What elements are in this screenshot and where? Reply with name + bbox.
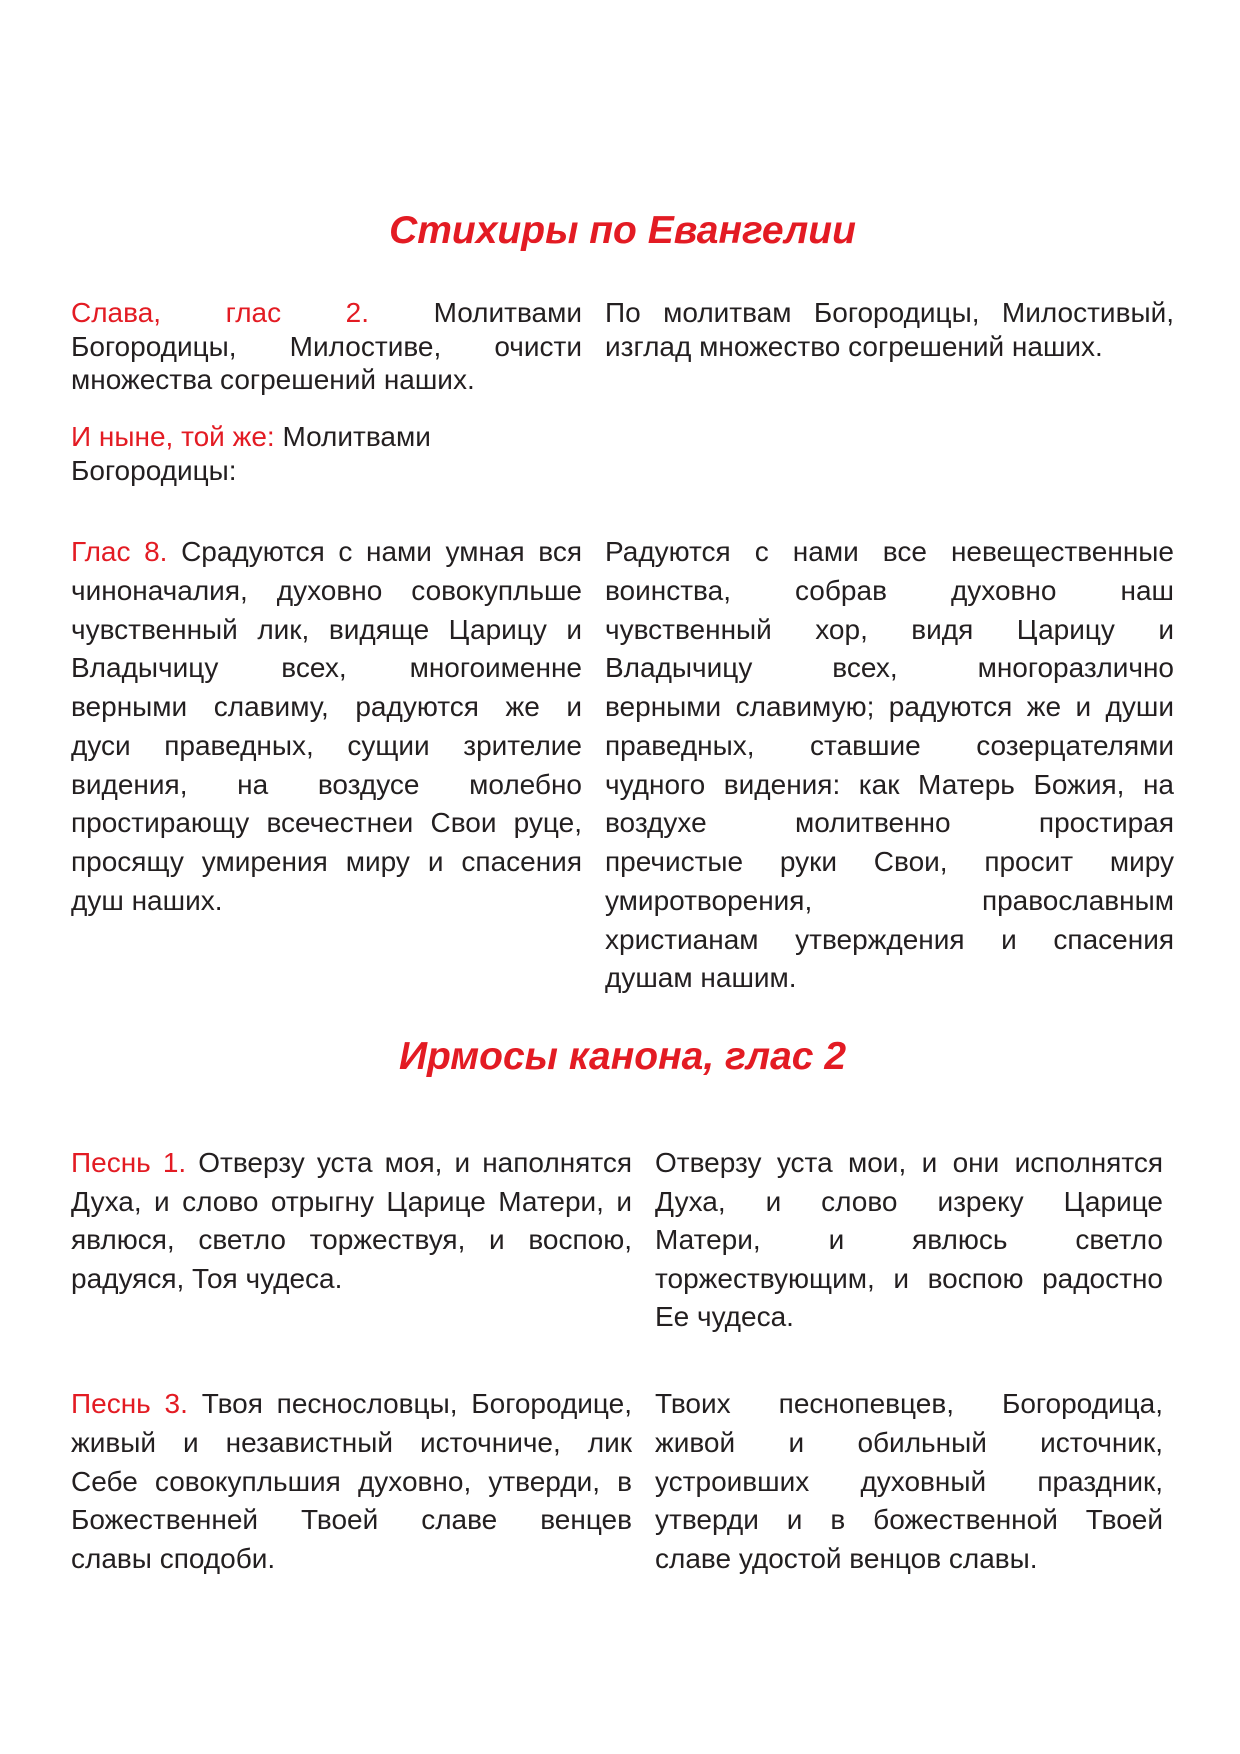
paragraph	[71, 1144, 632, 1298]
slavonic-text-column	[71, 296, 582, 488]
slavonic-text-column	[71, 533, 582, 921]
text-line: пречистые руки Свои, просит миру	[605, 846, 1174, 877]
text-line: Отверзу уста мои, и они исполнятся	[655, 1147, 1163, 1178]
paragraph	[71, 1385, 632, 1579]
text-line	[71, 1385, 632, 1424]
text-line: торжествующим, и воспою радостно	[655, 1262, 1163, 1294]
paragraph	[71, 533, 582, 921]
russian-text-column	[605, 533, 1174, 998]
paragraph	[605, 296, 1174, 363]
rubric-label: Песнь 3.	[71, 1388, 188, 1419]
section-title: Ирмосы канона, глас 2	[398, 1035, 847, 1078]
text-line: радуяся, Тоя чудеса.	[71, 1262, 343, 1294]
russian-text-column	[605, 296, 1174, 363]
rubric-label: Слава, глас 2.	[71, 297, 370, 328]
text-line: утверди и в божественной Твоей	[655, 1504, 1163, 1536]
section-title: Стихиры по Евангелии	[389, 209, 856, 252]
slavonic-text-column	[71, 1144, 632, 1298]
text-line: дуси праведных, сущии зрителие	[71, 729, 582, 761]
text-line: славе удостой венцов славы.	[655, 1543, 1038, 1574]
rubric-label: И ныне, той же:	[71, 421, 275, 453]
rubric-label: Глас 8.	[71, 536, 168, 567]
line-text: Отверзу уста моя, и наполнятся	[198, 1147, 632, 1178]
paragraph	[655, 1385, 1163, 1579]
paragraph	[605, 533, 1174, 998]
text-line: праведных, ставшие созерцателями	[605, 729, 1174, 761]
text-line: видения, на воздусе молебно	[71, 768, 582, 800]
text-line: явлюся, светло торжествуя, и воспою,	[71, 1224, 632, 1256]
text-line: верными славиму, радуются же и	[71, 691, 582, 722]
text-line: Себе совокупльшия духовно, утверди, в	[71, 1465, 632, 1497]
text-line: Богородицы, Милостиве, очисти	[71, 330, 582, 362]
text-line: Духа, и слово отрыгну Царице Матери, и	[71, 1185, 632, 1217]
line-text: Срадуются с нами умная вся	[181, 536, 582, 567]
text-line: чудного видения: как Матерь Божия, на	[605, 768, 1174, 800]
russian-text-column	[655, 1385, 1163, 1579]
russian-text-column	[655, 1144, 1163, 1337]
text-line: чиноначалия, духовно совокупльше	[71, 574, 582, 606]
text-line: воздухе молитвенно простирая	[605, 807, 1174, 839]
text-line: Богородицы:	[71, 454, 237, 486]
text-line	[71, 533, 582, 572]
text-line: Духа, и слово изреку Царице	[655, 1185, 1163, 1217]
text-line: По молитвам Богородицы, Милостивый,	[605, 297, 1174, 328]
text-line: простирающу всечестнеи Свои руце,	[71, 807, 582, 839]
line-text: Молитвами	[433, 297, 582, 328]
text-line: воинства, собрав духовно наш	[605, 574, 1174, 606]
paragraph	[655, 1144, 1163, 1337]
text-line: чувственный лик, видяще Царицу и	[71, 613, 582, 645]
line-text: Твоя песнословцы, Богородице,	[201, 1388, 632, 1419]
text-line: живый и независтный источниче, лик	[71, 1426, 632, 1458]
rubric-label: Песнь 1.	[71, 1147, 187, 1178]
text-line: изглад множество согрешений наших.	[605, 330, 1103, 362]
text-line: Владычицу всех, многоразлично	[605, 652, 1174, 684]
text-line: Радуются с нами все невещественные	[605, 536, 1174, 567]
text-line: Божественней Твоей славе венцев	[71, 1504, 632, 1536]
text-line: славы сподоби.	[71, 1543, 276, 1574]
text-line: Твоих песнопевцев, Богородица,	[655, 1388, 1163, 1419]
text-line: чувственный хор, видя Царицу и	[605, 613, 1174, 645]
text-line: Владычицу всех, многоименне	[71, 652, 582, 684]
text-line: христианам утверждения и спасения	[605, 923, 1174, 955]
text-line: душ наших.	[71, 884, 223, 916]
paragraph	[71, 420, 582, 487]
text-line: просящу умирения миру и спасения	[71, 846, 582, 877]
text-line	[71, 420, 582, 454]
text-line: умиротворения, православным	[605, 884, 1174, 916]
text-line: живой и обильный источник,	[655, 1426, 1163, 1458]
text-line: душам нашим.	[605, 962, 797, 994]
slavonic-text-column	[71, 1385, 632, 1579]
paragraph	[71, 296, 582, 397]
line-text: Молитвами	[282, 421, 431, 453]
text-line: Матери, и явлюсь светло	[655, 1224, 1163, 1256]
text-line: верными славимую; радуются же и души	[605, 691, 1174, 722]
text-line: множества согрешений наших.	[71, 364, 475, 396]
text-line	[71, 1144, 632, 1183]
text-line: устроивших духовный праздник,	[655, 1465, 1163, 1497]
text-line: Ее чудеса.	[655, 1301, 794, 1333]
text-line	[71, 296, 582, 330]
